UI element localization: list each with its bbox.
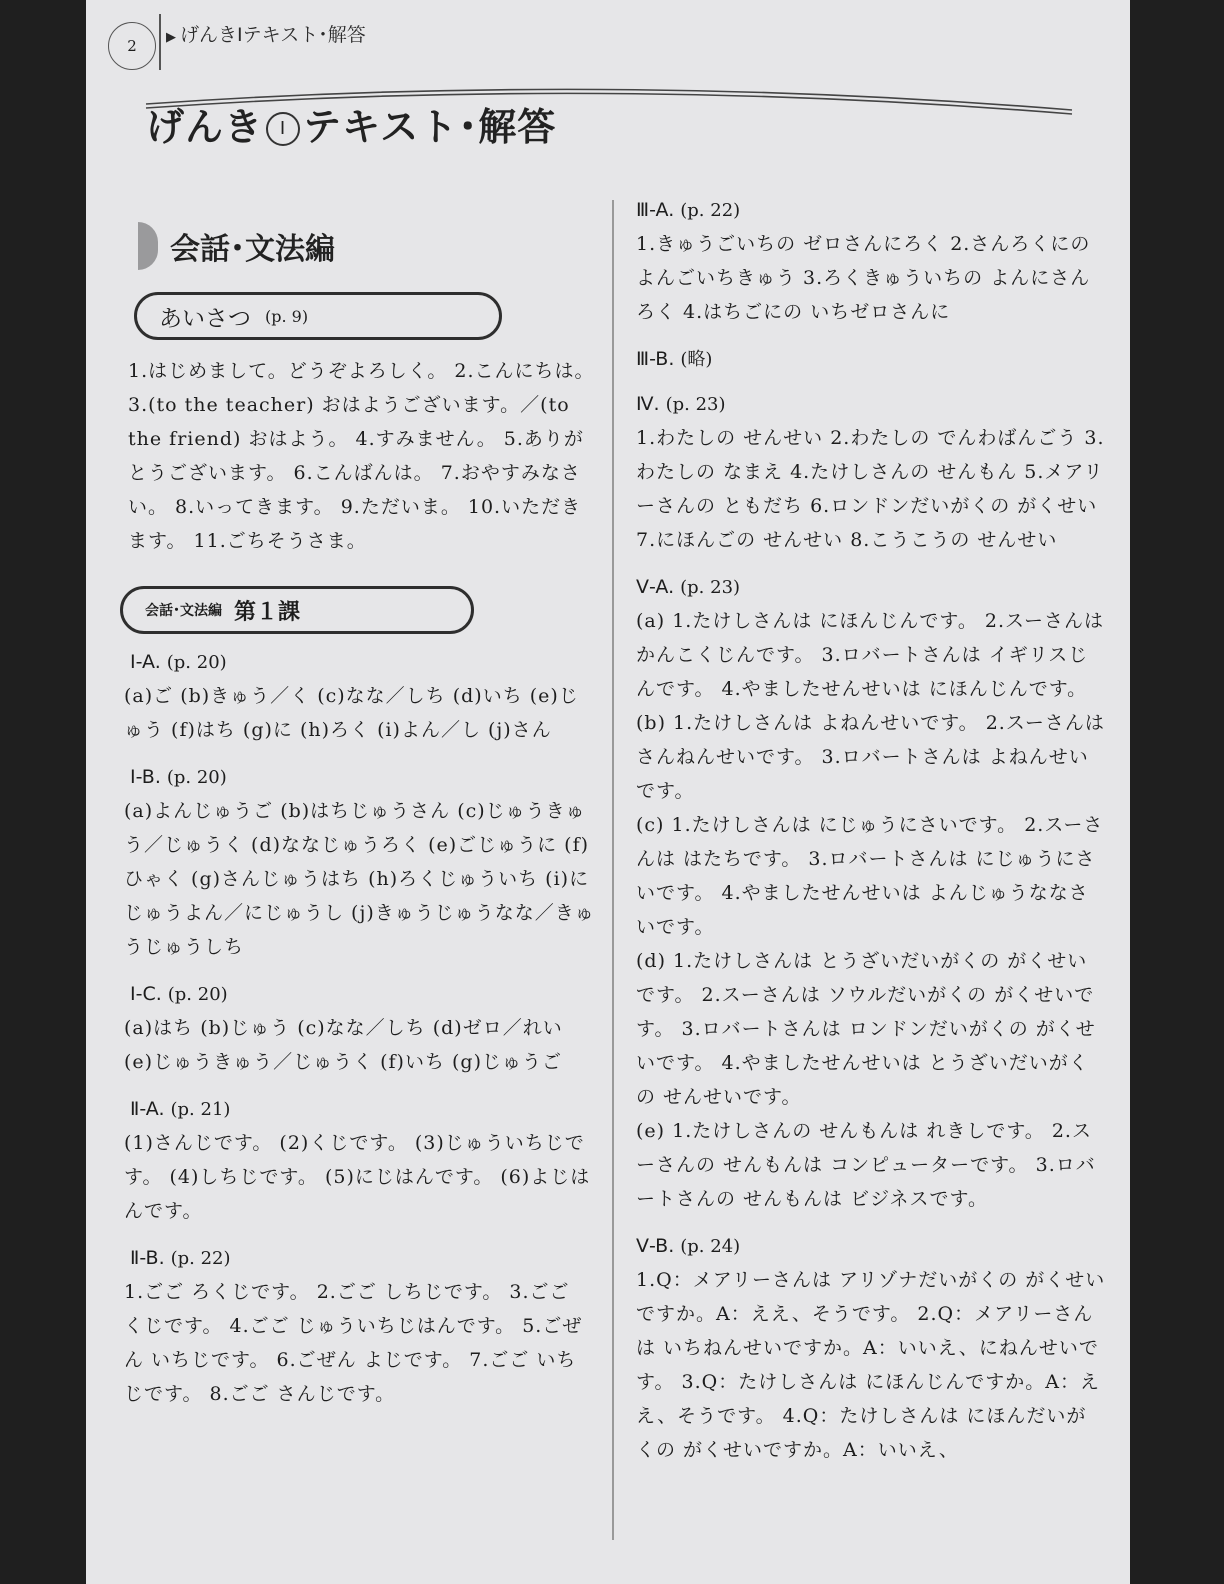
answer-line: (b) 1.たけしさんは よねんせいです。 2.スーさんは さんねんせいです。 3.ロバートさんは よねんせいです。 xyxy=(636,712,1105,802)
answer-line: (d) 1.たけしさんは とうざいだいがくの がくせいです。 2.スーさんは ソウルだいがくの がくせいです。 3.ロバートさんは ロンドンだいがくの がくせいです。 4.やましたせんせいは とうざいだいがくの せんせいです。 xyxy=(636,950,1096,1108)
page-number: 2 xyxy=(108,22,156,70)
answer-line: (e) 1.たけしさんの せんもんは れきしです。 2.スーさんの せんもんは コンピューターです。 3.ロバートさんの せんもんは ビジネスです。 xyxy=(636,1120,1096,1210)
exercise-block xyxy=(108,1244,596,1411)
aisatsu-ref: (p. 9) xyxy=(265,306,309,326)
running-head xyxy=(166,20,366,47)
exercise-answers: 1.わたしの せんせい 2.わたしの でんわばんごう 3.わたしの なまえ 4.たけしさんの せんもん 5.メアリーさんの ともだち 6.ロンドンだいがくの がくせい 7.にほんごの せんせい 8.こうこうの せんせい xyxy=(636,427,1105,551)
exercise-heading: Ⅱ-B. (p. 22) xyxy=(130,1247,231,1269)
exercise-answers: (a)はち (b)じゅう (c)なな／しち (d)ゼロ／れい (e)じゅうきゅう／じゅうく (f)いち (g)じゅうご xyxy=(124,1017,563,1073)
textbook-page xyxy=(86,0,1130,1584)
section-heading xyxy=(138,222,596,270)
exercise-answers xyxy=(636,604,1106,1216)
main-title xyxy=(146,96,556,151)
left-column xyxy=(108,222,596,1427)
exercise-heading: Ⅰ-A. (p. 20) xyxy=(130,651,227,673)
exercise-block xyxy=(636,1232,1106,1467)
exercise-answers: (a)ご (b)きゅう／く (c)なな／しち (d)いち (e)じゅう (f)はち (g)に (h)ろく (i)よん／し (j)さん xyxy=(124,685,579,741)
exercise-heading: Ⅰ-C. (p. 20) xyxy=(130,983,228,1005)
main-title-pre: げんき xyxy=(146,105,264,149)
exercise-heading: Ⅴ-A. (p. 23) xyxy=(636,576,741,598)
exercise-heading: Ⅴ-B. (p. 24) xyxy=(636,1235,741,1257)
lesson-title: 第１課 xyxy=(234,599,301,625)
exercise-heading: Ⅰ-B. (p. 20) xyxy=(130,766,227,788)
exercise-block xyxy=(108,763,596,964)
triangle-arrow-icon: ▶ xyxy=(166,30,176,45)
section-marker-icon xyxy=(138,222,158,270)
exercise-block xyxy=(636,390,1106,557)
exercise-answers: 1.きゅうごいちの ゼロさんにろく 2.さんろくにの よんごいちきゅう 3.ろくきゅういちの よんにさんろく 4.はちごにの いちゼロさんに xyxy=(636,233,1091,323)
exercise-heading: Ⅱ-A. (p. 21) xyxy=(130,1098,231,1120)
aisatsu-heading xyxy=(134,292,502,340)
answer-line: (a) 1.たけしさんは にほんじんです。 2.スーさんは かんこくじんです。 3.ロバートさんは イギリスじんです。 4.やましたせんせいは にほんじんです。 xyxy=(636,610,1105,700)
exercise-block xyxy=(636,345,1106,374)
exercise-answers: 1.ごご ろくじです。 2.ごご しちじです。 3.ごご くじです。 4.ごご じゅういちじはんです。 5.ごぜん いちじです。 6.ごぜん よじです。 7.ごご いちじです。 8.ごご さんじです。 xyxy=(124,1281,583,1405)
exercise-answers: (1)さんじです。 (2)くじです。 (3)じゅういちじです。 (4)しちじです。 (5)にじはんです。 (6)よじはんです。 xyxy=(124,1132,591,1222)
exercise-heading: Ⅲ-B. (略) xyxy=(636,348,713,370)
right-column xyxy=(636,196,1106,1483)
exercise-answers: 1.Q：メアリーさんは アリゾナだいがくの がくせいですか。A：ええ、そうです。 2.Q：メアリーさんは いちねんせいですか。A：いいえ、にねんせいです。 3.Q：たけしさんは にほんじんですか。A：ええ、そうです。 4.Q：たけしさんは にほんだいがくの がくせいですか。A：いいえ、 xyxy=(636,1269,1106,1461)
exercise-block xyxy=(108,1095,596,1228)
main-title-post: テキスト･解答 xyxy=(303,105,557,149)
exercise-block xyxy=(108,980,596,1079)
column-divider xyxy=(612,200,614,1540)
running-head-text: げんきⅠテキスト･解答 xyxy=(180,24,366,46)
running-head-divider xyxy=(159,14,161,70)
section-title: 会話･文法編 xyxy=(170,232,335,267)
answer-line: (c) 1.たけしさんは にじゅうにさいです。 2.スーさんは はたちです。 3.ロバートさんは にじゅうにさいです。 4.やましたせんせいは よんじゅうななさいです。 xyxy=(636,814,1104,938)
exercise-heading: Ⅲ-A. (p. 22) xyxy=(636,199,741,221)
exercise-answers: (a)よんじゅうご (b)はちじゅうさん (c)じゅうきゅう／じゅうく (d)ななじゅうろく (e)ごじゅうに (f)ひゃく (g)さんじゅうはち (h)ろくじゅういち (i)にじゅうよん／にじゅうし (j)きゅうじゅうなな／きゅうじゅうしち xyxy=(124,800,595,958)
circled-volume-number: Ⅰ xyxy=(266,112,300,146)
aisatsu-answers: 1.はじめまして。どうぞよろしく。 2.こんにちは。 3.(to the teacher) おはようございます。／(to the friend) おはよう。 4.すみません。 5.ありがとうございます。 6.こんばんは。 7.おやすみなさい。 8.いってきます。 9.ただいま。 10.いただきます。 11.ごちそうさま。 xyxy=(128,360,595,552)
aisatsu-label: あいさつ xyxy=(159,305,251,332)
lesson-small-label: 会話･文法編 xyxy=(145,603,222,619)
exercise-block xyxy=(636,196,1106,329)
lesson-heading xyxy=(120,586,474,634)
exercise-heading: Ⅳ. (p. 23) xyxy=(636,393,726,415)
exercise-block xyxy=(108,648,596,747)
exercise-block xyxy=(636,573,1106,1216)
